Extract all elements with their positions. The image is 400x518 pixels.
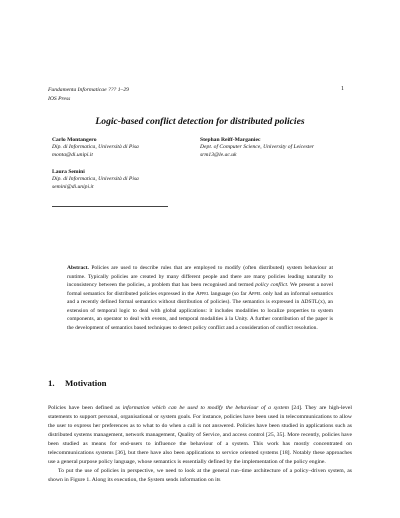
author-name: Stephan Reiff-Marganiec <box>200 137 261 143</box>
abstract-label: Abstract. <box>67 265 89 271</box>
abstract-term: policy conflict <box>255 282 287 288</box>
publisher: IOS Press <box>48 95 71 102</box>
journal-header <box>48 86 129 103</box>
author-name: Carlo Montangero <box>52 137 97 143</box>
author-name: Laura Semini <box>52 169 85 175</box>
abstract-text: language (so far <box>209 290 249 297</box>
body-text <box>48 404 352 485</box>
author-block <box>200 137 314 159</box>
abstract-text: . We present a novel formal semantics for distributed policies expressed in the <box>67 282 333 297</box>
footnote-divider <box>52 206 168 207</box>
paragraph-text: [24]. They are high-level statements to support personal, organisational or system goals. For instance, policies have been used in telecommunications to allow the user to express her preferences as to what to do when a call is not answered. Policies have been studied in applications such as distributed systems management, network management, Quality of Service, and access control [25, 35]. More recently, policies have been studied as means for end-users to influence the behaviour of a system. This work has mostly concentrated on telecommunications systems [36], but there have also been applications to service oriented systems [18]. Notably these approaches use a general purpose policy language, whose semantics is essentially defined by the implementation of the policy engine. <box>48 405 352 465</box>
paper-title: Logic-based conflict detection for distributed policies <box>95 116 305 127</box>
paragraph-text: Policies have been defined as <box>48 405 123 411</box>
abstract-text: only had an informal semantics and a recently defined formal semantics without distribution of policies). The semantics is expressed in ΔDSTL(x), an extension of temporal logic to deal with global applications: it includes modalities to localize properties to system components, an operator to deal with events, and temporal modalities à la Unity. A further contribution of the paper is the development of semantics based techniques to detect policy conflict and a consideration of conflict resolution. <box>67 290 333 331</box>
author-email: monta@di.unipi.it <box>52 151 93 158</box>
author-block <box>52 137 139 159</box>
section-title: Motivation <box>65 378 107 388</box>
author-affiliation: Dip. di Informatica, Università di Pisa <box>52 144 139 151</box>
section-number: 1. <box>48 378 55 388</box>
journal-citation: Fundamenta Informaticae ??? 1–29 <box>48 87 129 93</box>
author-affiliation: Dip. di Informatica, Università di Pisa <box>52 176 139 183</box>
abstract-text: Policies are used to describe rules that are employed to modify (often distributed) system behaviour at runtime. Typically policies are created by many different people and there are many policies leading naturally to inconsistency between the policies, a problem that has been recognised and termed <box>67 265 333 288</box>
author-email: semini@di.unipi.it <box>52 183 94 190</box>
paragraph-emphasis: information which can be used to modify the behaviour of a system <box>122 405 289 411</box>
section-heading <box>48 378 107 388</box>
author-block <box>52 169 139 191</box>
abstract <box>67 264 333 332</box>
author-affiliation: Dept. of Computer Science, University of Leicester <box>200 144 315 151</box>
paragraph: To put the use of policies in perspective, we need to look at the general run–time architecture of a policy–driven system, as shown in Figure 1. Along its execution, the System sends information on its <box>48 468 352 483</box>
author-email: srm13@le.ac.uk <box>200 151 237 158</box>
appel-name: Appel <box>195 290 210 297</box>
page-number: 1 <box>341 86 344 92</box>
paragraph <box>48 404 352 467</box>
appel-name: Appel <box>248 290 262 297</box>
